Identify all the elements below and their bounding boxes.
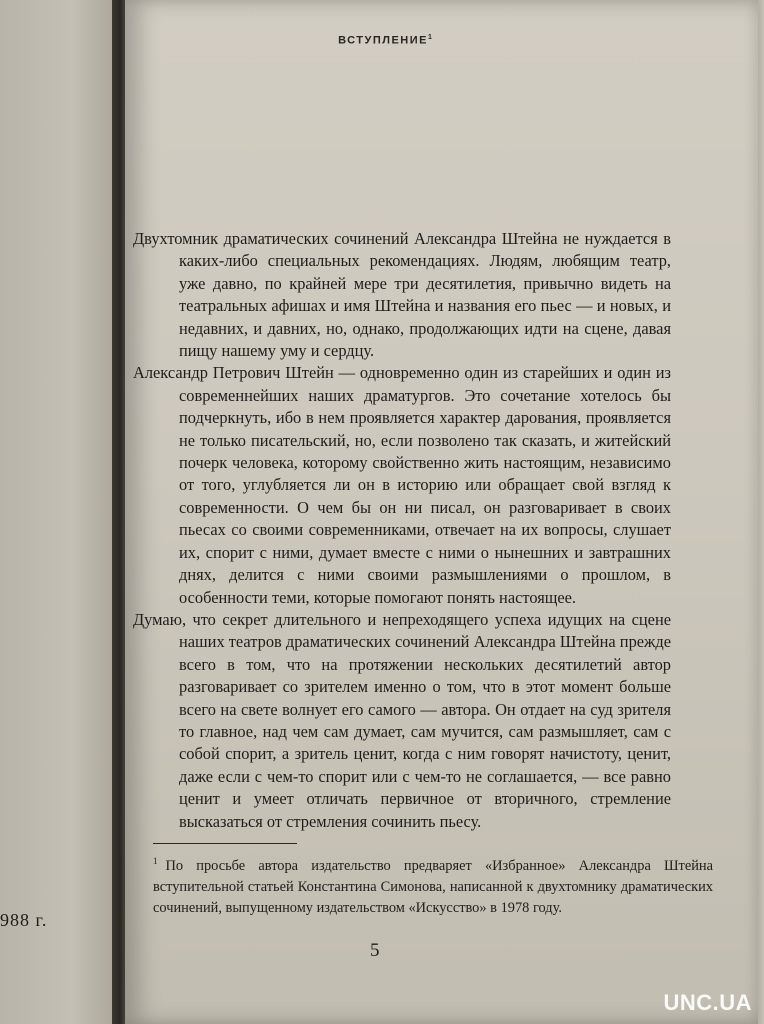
footnote [153, 851, 713, 919]
footnote-marker: 1 [153, 856, 158, 866]
footnote-divider [153, 843, 297, 844]
footnote-text: По просьбе автора издательство предваряет «Избранное» Александра Штейна вступительной статьей Константина Симонова, написанной к двухтомнику драматических сочинений, выпущенному издательством «Искусство» в 1978 году. [153, 857, 713, 916]
watermark: UNC.UA [663, 990, 752, 1015]
left-page [0, 0, 118, 1024]
left-page-edge-text: 988 г. [0, 910, 48, 930]
body-text [133, 228, 671, 833]
page-title-text: ВСТУПЛЕНИЕ [338, 34, 428, 47]
page-title [125, 34, 645, 47]
paragraph-2: Александр Петрович Штейн — одновременно один из старейших и один из современнейших наших драматургов. Это сочетание хотелось бы подчеркнуть, ибо в нем проявляется характер дарования, проявляется не только писательский, но, если позволено так сказать, и житейский почерк человека, которому свойственно жить настоящим, независимо от того, углубляется ли он в историю или обращает свой взгляд к современности. О чем бы он ни писал, он разговаривает в своих пьесах со своими современниками, отвечает на их вопросы, слушает их, спорит с ними, думает вместе с ними о нынешних и завтрашних днях, делится с ними своими размышлениями о прошлом, в особенности теми, которые помогают понять настоящее. [133, 363, 671, 607]
book-page [125, 0, 758, 1024]
paragraph-1: Двухтомник драматических сочинений Александра Штейна не нуждается в каких-либо специальных рекомендациях. Людям, любящим театр, уже давно, по крайней мере три десятилетия, привычно видеть на театральных афишах и имя Штейна и названия его пьес — и новых, и недавних, и давних, но, однако, продолжающих идти на сцене, давая пищу нашему уму и сердцу. [133, 229, 671, 361]
paragraph-3: Думаю, что секрет длительного и непреходящего успеха идущих на сцене наших театров драматических сочинений Александра Штейна прежде всего в том, что на протяжении нескольких десятилетий автор разговаривает со зрителем именно о том, что в этот момент больше всего на свете волнует его самого — автора. Он отдает на суд зрителя то главное, над чем сам думает, сам мучится, сам размышляет, сам с собой спорит, а зритель ценит, когда с ним говорят начистоту, ценит, даже если с чем-то спорит или с чем-то не соглашается, — все равно ценит и умеет отличать первичное от вторичного, стремление высказаться от стремления сочинить пьесу. [133, 609, 671, 831]
page-number: 5 [370, 940, 380, 961]
title-footnote-marker: 1 [428, 34, 432, 41]
